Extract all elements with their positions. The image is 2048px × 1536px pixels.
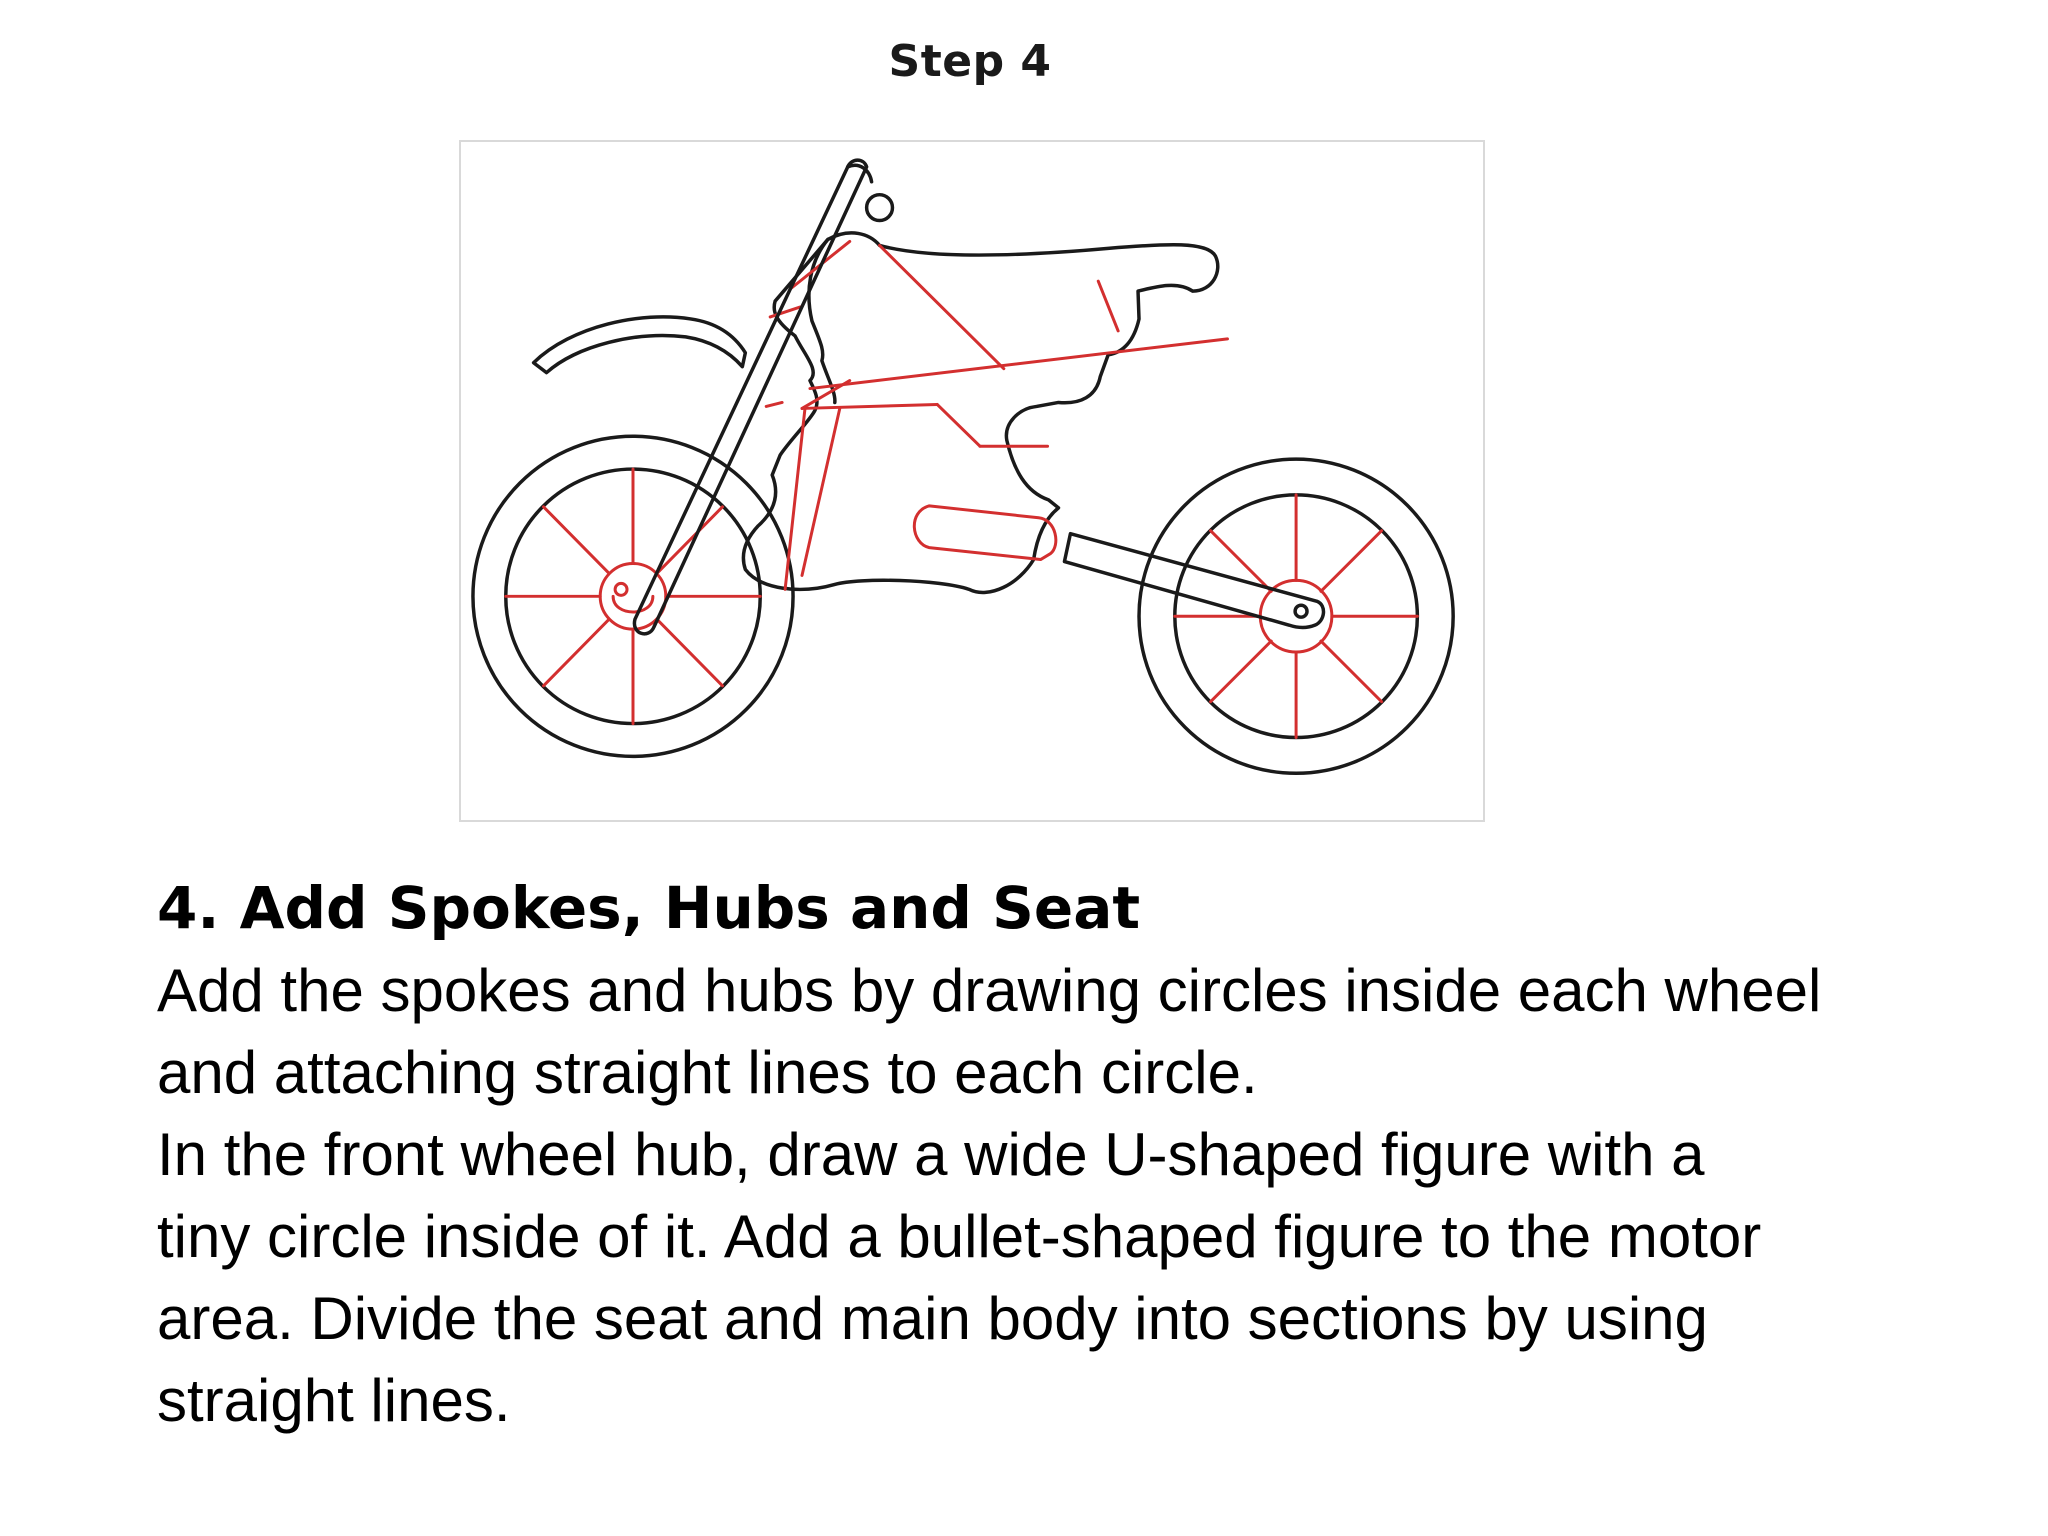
instruction-paragraph-1: Add the spokes and hubs by drawing circles inside each wheel and attaching straight lines to each circle. [157,957,1822,1106]
body-outline [743,233,1217,593]
instruction-paragraph-2: In the front wheel hub, draw a wide U-shaped figure with a tiny circle inside of it. Add a bullet-shaped figure to the motor area. Divide the seat and main body into sections by using straight lines. [157,1121,1762,1434]
front-fender [534,317,746,373]
motorcycle-illustration [459,140,1485,822]
instruction-text [157,866,1957,1442]
body-section-lines [766,241,1227,589]
front-spokes [506,469,760,723]
step-heading: 4. Add Spokes, Hubs and Seat [157,874,1141,942]
step-label: Step 4 [888,36,1052,87]
front-wheel [473,436,793,756]
motorcycle-drawing [461,142,1483,820]
handlebar-end [867,195,893,221]
